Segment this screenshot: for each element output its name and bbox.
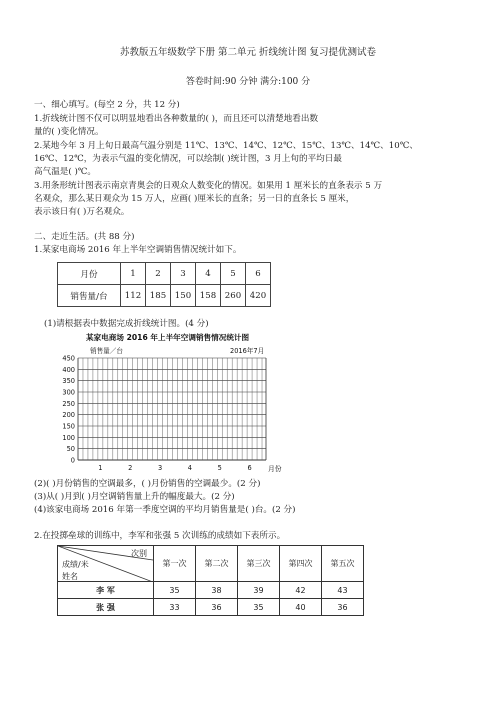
month-cell: 4 bbox=[196, 263, 221, 285]
sales-cell: 185 bbox=[146, 285, 171, 307]
scores-table-wrapper bbox=[57, 545, 364, 635]
score-cell: 36 bbox=[322, 599, 364, 616]
month-cell: 1 bbox=[121, 263, 146, 285]
x-tick-label: 4 bbox=[187, 464, 193, 472]
corner-cell bbox=[58, 546, 154, 582]
y-tick-label: 50 bbox=[66, 445, 75, 454]
table-row bbox=[58, 582, 364, 599]
score-cell: 39 bbox=[238, 582, 280, 599]
column-header: 第二次 bbox=[196, 546, 238, 582]
x-tick-label: 3 bbox=[157, 464, 163, 472]
q3-line-3: 表示该日有( )万名观众。 bbox=[34, 207, 130, 217]
month-cell: 5 bbox=[221, 263, 246, 285]
column-header: 第三次 bbox=[238, 546, 280, 582]
score-cell: 38 bbox=[196, 582, 238, 599]
sales-table bbox=[57, 262, 271, 307]
y-tick-label: 450 bbox=[62, 354, 75, 363]
column-header: 第一次 bbox=[154, 546, 196, 582]
chart-title: 某家电商场 2016 年上半年空调销售情况统计图 bbox=[86, 333, 250, 342]
month-header: 月份 bbox=[58, 263, 121, 285]
chart-canvas bbox=[48, 330, 288, 472]
q1-part-1: (1)请根据表中数据完成折线统计图。(4 分) bbox=[44, 319, 209, 329]
q1-part-2: (2)( )月份销售的空调最多，( )月份销售的空调最少。(2 分) bbox=[34, 479, 261, 489]
sales-header: 销售量/台 bbox=[58, 285, 121, 307]
y-tick-label: 350 bbox=[62, 377, 75, 386]
score-cell: 36 bbox=[196, 599, 238, 616]
month-cell: 6 bbox=[246, 263, 271, 285]
month-cell: 3 bbox=[171, 263, 196, 285]
table-row bbox=[58, 285, 271, 307]
chart-date: 2016年7月 bbox=[230, 347, 265, 355]
sales-cell: 150 bbox=[171, 285, 196, 307]
x-tick-label: 2 bbox=[128, 464, 133, 472]
q2-line-3: 高气温是( )℃。 bbox=[34, 167, 97, 177]
blank-line-chart bbox=[48, 330, 288, 472]
sales-cell: 260 bbox=[221, 285, 246, 307]
sales-cell: 158 bbox=[196, 285, 221, 307]
exam-info: 答卷时间:90 分钟 满分:100 分 bbox=[185, 77, 311, 87]
scores-table bbox=[57, 545, 364, 616]
y-axis-label: 销售量／台 bbox=[90, 347, 123, 355]
q1-line-2: 量的( )变化情况。 bbox=[34, 127, 104, 137]
x-axis-label: 月份 bbox=[268, 465, 282, 472]
row-name: 李 军 bbox=[58, 582, 154, 599]
score-cell: 35 bbox=[154, 582, 196, 599]
score-cell: 42 bbox=[280, 582, 322, 599]
sales-cell: 420 bbox=[246, 285, 271, 307]
column-header: 第五次 bbox=[322, 546, 364, 582]
section1-heading: 一、细心填写。(每空 2 分，共 12 分) bbox=[34, 100, 180, 110]
q1-part-4: (4)该家电商场 2016 年第一季度空调的平均月销售量是( )台。(2 分) bbox=[34, 505, 296, 515]
table-row bbox=[58, 546, 364, 582]
corner-mid-label: 成绩/米 bbox=[62, 560, 89, 569]
q3-line-2: 名观众，那么某日观众为 15 万人，应画( )厘米长的直条；另一日的直条长 5 厘米， bbox=[34, 194, 355, 204]
y-tick-label: 400 bbox=[62, 365, 75, 374]
q2-intro: 2.在投掷垒球的训练中，李军和张强 5 次训练的成绩如下表所示。 bbox=[34, 531, 286, 541]
table-row bbox=[58, 263, 271, 285]
q2-line-2: 16℃、12℃，为表示气温的变化情况，可以绘制( )统计图，3 月上旬的平均日最 bbox=[34, 154, 342, 164]
y-tick-label: 250 bbox=[62, 399, 75, 408]
row-name: 张 强 bbox=[58, 599, 154, 616]
q1-line-1: 1.折线统计图不仅可以明显地看出各种数量的( )，而且还可以清楚地看出数 bbox=[34, 114, 319, 124]
q2-line-1: 2.某地今年 3 月上旬日最高气温分别是 11℃、13℃、14℃、12℃、15℃、13℃、14℃、10℃、 bbox=[34, 141, 418, 151]
corner-bottom-label: 姓名 bbox=[62, 572, 78, 581]
q1-intro: 1.某家电商场 2016 年上半年空调销售情况统计如下。 bbox=[34, 245, 242, 255]
y-tick-label: 100 bbox=[62, 433, 75, 442]
section2-heading: 二、走近生活。(共 88 分) bbox=[34, 232, 135, 242]
q1-part-3: (3)从( )月到( )月空调销售量上升的幅度最大。(2 分) bbox=[34, 492, 235, 502]
score-cell: 43 bbox=[322, 582, 364, 599]
x-tick-label: 6 bbox=[247, 464, 252, 472]
score-cell: 35 bbox=[238, 599, 280, 616]
page-title: 苏教版五年级数学下册 第二单元 折线统计图 复习提优测试卷 bbox=[119, 47, 377, 58]
y-tick-label: 0 bbox=[70, 456, 75, 465]
score-cell: 40 bbox=[280, 599, 322, 616]
month-cell: 2 bbox=[146, 263, 171, 285]
y-tick-label: 150 bbox=[62, 422, 75, 431]
x-tick-label: 1 bbox=[98, 464, 103, 472]
sales-cell: 112 bbox=[121, 285, 146, 307]
y-tick-label: 300 bbox=[62, 388, 75, 397]
q3-line-1: 3.用条形统计图表示南京青奥会的日观众人数变化的情况。如果用 1 厘米长的直条表示 5 万 bbox=[34, 181, 383, 191]
corner-top-label: 次别 bbox=[131, 549, 147, 558]
table-row bbox=[58, 599, 364, 616]
x-tick-label: 5 bbox=[217, 464, 222, 472]
score-cell: 33 bbox=[154, 599, 196, 616]
column-header: 第四次 bbox=[280, 546, 322, 582]
y-tick-label: 200 bbox=[62, 411, 75, 420]
